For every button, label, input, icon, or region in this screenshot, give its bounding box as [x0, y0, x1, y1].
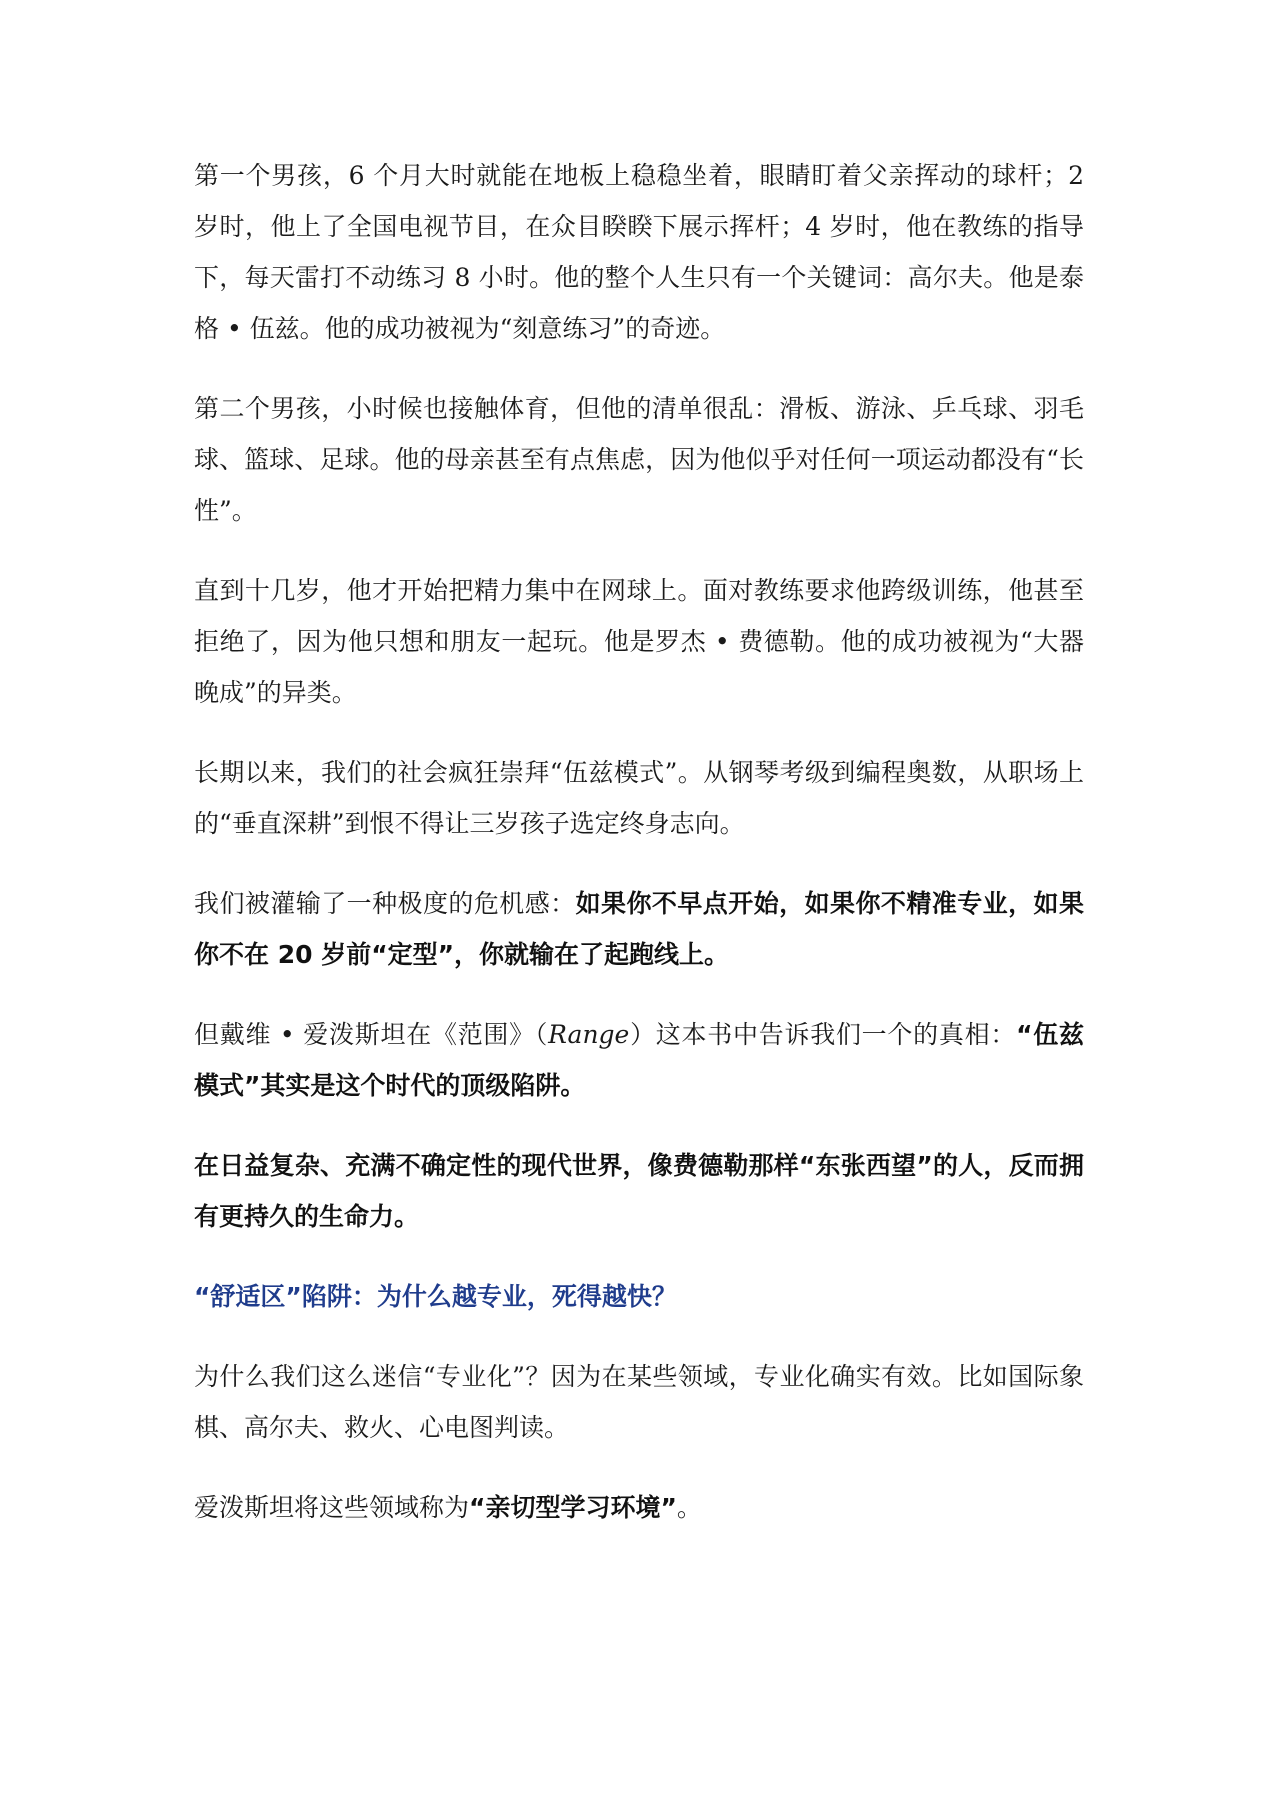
- range-bold-text: “伍兹模式”其实是这个时代的顶级陷阱。: [194, 1020, 1084, 1100]
- kind-tail-text: 。: [676, 1493, 702, 1522]
- paragraph-specialization: 为什么我们这么迷信“专业化”？因为在某些领域，专业化确实有效。比如国际象棋、高尔夫、救火、心电图判读。: [194, 1362, 1084, 1442]
- kind-bold-text: “亲切型学习环境”: [469, 1493, 677, 1522]
- article-body: [194, 150, 1084, 1562]
- range-intro-text: 但戴维 • 爱泼斯坦在《范围》（: [194, 1020, 549, 1049]
- paragraph-kind-environment: [194, 1482, 1084, 1533]
- section-heading-comfort-zone: “舒适区”陷阱：为什么越专业，死得越快？: [194, 1282, 677, 1311]
- range-mid-text: ）这本书中告诉我们一个的真相：: [629, 1020, 1017, 1049]
- range-title-italic: Range: [548, 1020, 630, 1049]
- paragraph-tiger-woods: 第一个男孩，6 个月大时就能在地板上稳稳坐着，眼睛盯着父亲挥动的球杆；2 岁时，他上了全国电视节目，在众目睽睽下展示挥杆；4 岁时，他在教练的指导下，每天雷打不动练习 8 小时。他的整个人生只有一个关键词：高尔夫。他是泰格 • 伍兹。他的成功被视为“刻意练习”的奇迹。: [194, 161, 1084, 343]
- paragraph-vitality: 在日益复杂、充满不确定性的现代世界，像费德勒那样“东张西望”的人，反而拥有更持久的生命力。: [194, 1151, 1084, 1231]
- paragraph-range-book: [194, 1009, 1084, 1111]
- paragraph-federer: 直到十几岁，他才开始把精力集中在网球上。面对教练要求他跨级训练，他甚至拒绝了，因为他只想和朋友一起玩。他是罗杰 • 费德勒。他的成功被视为“大器晚成”的异类。: [194, 576, 1084, 707]
- paragraph-crisis: [194, 878, 1084, 980]
- kind-intro-text: 爱泼斯坦将这些领域称为: [194, 1493, 470, 1522]
- crisis-intro-text: 我们被灌输了一种极度的危机感：: [194, 889, 576, 918]
- paragraph-woods-mode: 长期以来，我们的社会疯狂崇拜“伍兹模式”。从钢琴考级到编程奥数，从职场上的“垂直深耕”到恨不得让三岁孩子选定终身志向。: [194, 758, 1084, 838]
- paragraph-second-boy: 第二个男孩，小时候也接触体育，但他的清单很乱：滑板、游泳、乒乓球、羽毛球、篮球、足球。他的母亲甚至有点焦虑，因为他似乎对任何一项运动都没有“长性”。: [194, 394, 1084, 525]
- crisis-bold-text: 如果你不早点开始，如果你不精准专业，如果你不在 20 岁前“定型”，你就输在了起跑线上。: [194, 889, 1084, 969]
